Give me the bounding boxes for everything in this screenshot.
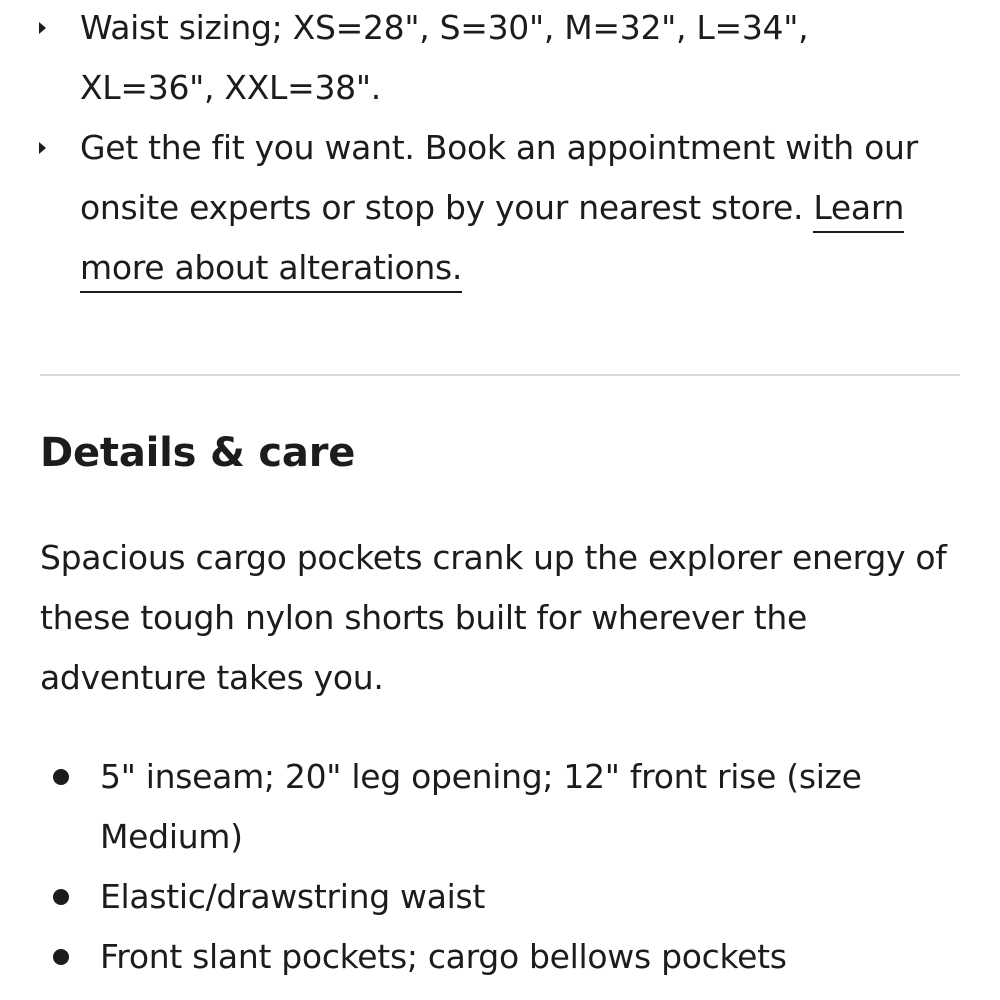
triangle-bullet-icon xyxy=(39,22,46,34)
bullet-dot-icon xyxy=(53,949,69,965)
list-item-waist-sizing xyxy=(0,0,920,118)
details-care-heading: Details & care xyxy=(40,430,356,476)
alterations-text: Get the fit you want. Book an appointment with our onsite experts or stop by your nearest store. xyxy=(80,128,918,227)
learn-more-alterations-link[interactable]: Learn more about alterations. xyxy=(80,188,904,293)
list-item-alterations xyxy=(0,118,920,298)
list-item-feature xyxy=(0,747,920,867)
features-list xyxy=(0,747,1000,987)
list-item-feature xyxy=(0,927,920,987)
feature-text: Elastic/drawstring waist xyxy=(100,877,486,916)
feature-text: Front slant pockets; cargo bellows pockets xyxy=(100,937,787,976)
fit-info-list xyxy=(0,0,1000,298)
section-divider xyxy=(40,374,960,376)
feature-text: 5" inseam; 20" leg opening; 12" front rise (size Medium) xyxy=(100,757,862,856)
triangle-bullet-icon xyxy=(39,142,46,154)
list-item-feature xyxy=(0,867,920,927)
product-description: Spacious cargo pockets crank up the explorer energy of these tough nylon shorts built for wherever the adventure takes you. xyxy=(40,538,947,697)
bullet-dot-icon xyxy=(53,889,69,905)
bullet-dot-icon xyxy=(53,769,69,785)
waist-sizing-text: Waist sizing; XS=28", S=30", M=32", L=34", XL=36", XXL=38". xyxy=(80,8,809,107)
